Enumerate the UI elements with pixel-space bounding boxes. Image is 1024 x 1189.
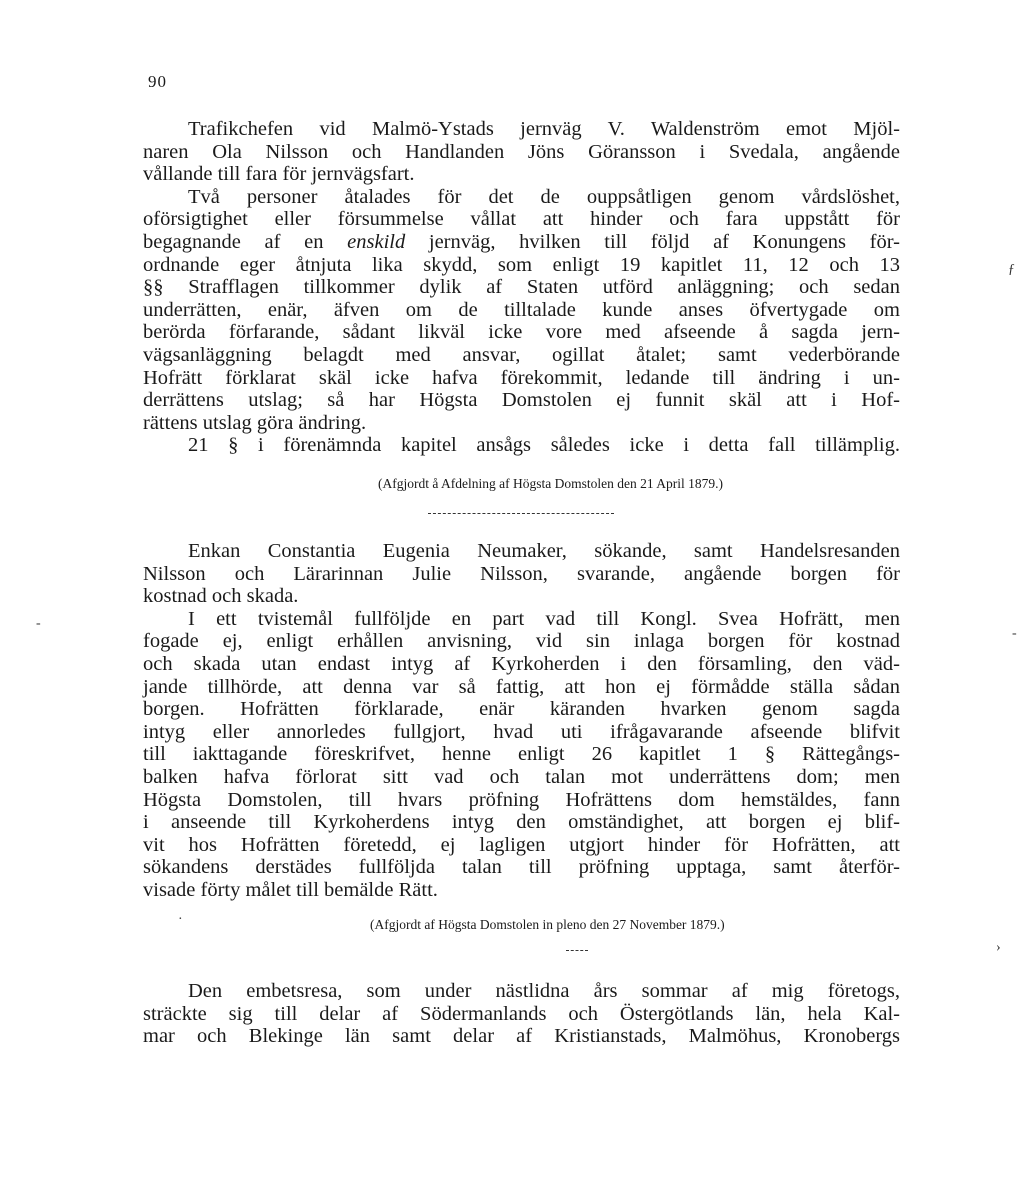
case-2-decision-note: (Afgjordt af Högsta Domstolen in pleno den 27 November 1879.)	[370, 917, 725, 932]
case-2-text-line-1: I ett tvistemål fullföljde en part vad till Kongl. Svea Hofrätt, men	[188, 607, 900, 630]
case-2-title-line-2: Nilsson och Lärarinnan Julie Nilsson, svarande, angående borgen för	[143, 562, 900, 585]
case-1-text-line-2: oförsigtighet eller försummelse vållat att hinder och fara uppstått för	[143, 208, 900, 231]
section-divider	[428, 513, 614, 515]
case-1-text-line-9: Hofrätt förklarat skäl icke hafva förekommit, ledande till ändring i un-	[143, 366, 900, 389]
case-1-text-line-7: berörda förfarande, sådant likväl icke vore med afseende å sagda jern-	[143, 321, 900, 344]
case-1-title-line-1: Trafikchefen vid Malmö-Ystads jernväg V. Waldenström emot Mjöl-	[188, 118, 900, 140]
margin-mark: ›	[996, 940, 1001, 955]
case-2-text-line-7: till iakttagande föreskrifvet, henne enligt 26 kapitlet 1 § Rättegångs-	[143, 743, 900, 766]
case-2-text-line-6: intyg eller annorledes fullgjort, hvad uti ifrågavarande afseende blifvit	[143, 720, 900, 743]
case-2-text-line-12: sökandens derstädes fullföljda talan till pröfning upptaga, samt återför-	[143, 856, 900, 879]
case-1-text-line-8: vägsanläggning belagdt med ansvar, ogillat åtalet; samt vederbörande	[143, 343, 900, 366]
case-1-text-line-3-post: jernväg, hvilken till följd af Konungens för-	[405, 230, 901, 253]
page-number: 90	[148, 72, 167, 91]
report-line-2: sträckte sig till delar af Södermanlands och Östergötlands län, hela Kal-	[143, 1002, 900, 1025]
case-1-text-line-3-pre: begagnande af en	[143, 230, 348, 253]
case-1-title-line-3: vållande till fara för jernvägsfart.	[143, 163, 415, 186]
case-2-text-line-8: balken hafva förlorat sitt vad och talan mot underrättens dom; men	[143, 765, 900, 788]
case-1-text-line-4: ordnande eger åtnjuta lika skydd, som enligt 19 kapitlet 11, 12 och 13	[143, 253, 900, 276]
case-2-title-line-1: Enkan Constantia Eugenia Neumaker, sökande, samt Handelsresanden	[188, 540, 900, 562]
case-2-text-line-13: visade förty målet till bemälde Rätt.	[143, 878, 438, 901]
case-1-decision-note: (Afgjordt å Afdelning af Högsta Domstolen den 21 April 1879.)	[378, 476, 723, 491]
report-line-3: mar och Blekinge län samt delar af Kristianstads, Malmöhus, Kronobergs	[143, 1025, 900, 1048]
case-2-text-line-9: Högsta Domstolen, till hvars pröfning Hofrättens dom hemstäldes, fann	[143, 788, 900, 811]
case-1-text-line-11: rättens utslag göra ändring.	[143, 411, 367, 434]
margin-mark: -	[36, 616, 41, 631]
case-1-text-line-1: Två personer åtalades för det de ouppsåtligen genom vårdslöshet,	[188, 185, 900, 208]
margin-mark: ƒ	[1008, 262, 1015, 277]
case-1-title-line-2: naren Ola Nilsson och Handlanden Jöns Göransson i Svedala, angående	[143, 140, 900, 163]
case-2-text-line-4: jande tillhörde, att denna var så fattig, att hon ej förmådde ställa sådan	[143, 675, 900, 698]
case-1-text-line-6: underrätten, enär, äfven om de tilltalade kunde anses öfvertygade om	[143, 298, 900, 321]
case-1-text-line-5: §§ Strafflagen tillkommer dylik af Staten utförd anläggning; och sedan	[143, 276, 900, 299]
case-2-text-line-10: i anseende till Kyrkoherdens intyg den omständighet, att borgen ej blif-	[143, 811, 900, 834]
case-2-text-line-5: borgen. Hofrätten förklarade, enär käranden hvarken genom sagda	[143, 698, 900, 721]
case-1-text-line-12: 21 § i förenämnda kapitel ansågs således icke i detta fall tillämplig.	[188, 434, 900, 457]
case-2-title-line-3: kostnad och skada.	[143, 585, 299, 608]
report-section	[143, 980, 900, 1048]
case-2-text-line-11: vit hos Hofrätten företedd, ej lagligen utgjort hinder för Hofrätten, att	[143, 833, 900, 856]
case-1-text-line-3	[143, 231, 900, 254]
margin-mark: ·	[178, 912, 183, 927]
emphasized-word: enskild	[347, 230, 406, 253]
case-section-2	[143, 540, 900, 902]
case-2-text-line-3: och skada utan endast intyg af Kyrkoherden i den församling, den väd-	[143, 652, 900, 675]
margin-mark: -	[1012, 626, 1017, 641]
short-divider	[566, 950, 588, 952]
case-1-text-line-10: derrättens utslag; så har Högsta Domstolen ej funnit skäl att i Hof-	[143, 389, 900, 412]
case-section-1	[143, 118, 900, 457]
case-2-text-line-2: fogade ej, enligt erhållen anvisning, vid sin inlaga borgen för kostnad	[143, 630, 900, 653]
report-line-1: Den embetsresa, som under nästlidna års sommar af mig företogs,	[188, 980, 900, 1002]
